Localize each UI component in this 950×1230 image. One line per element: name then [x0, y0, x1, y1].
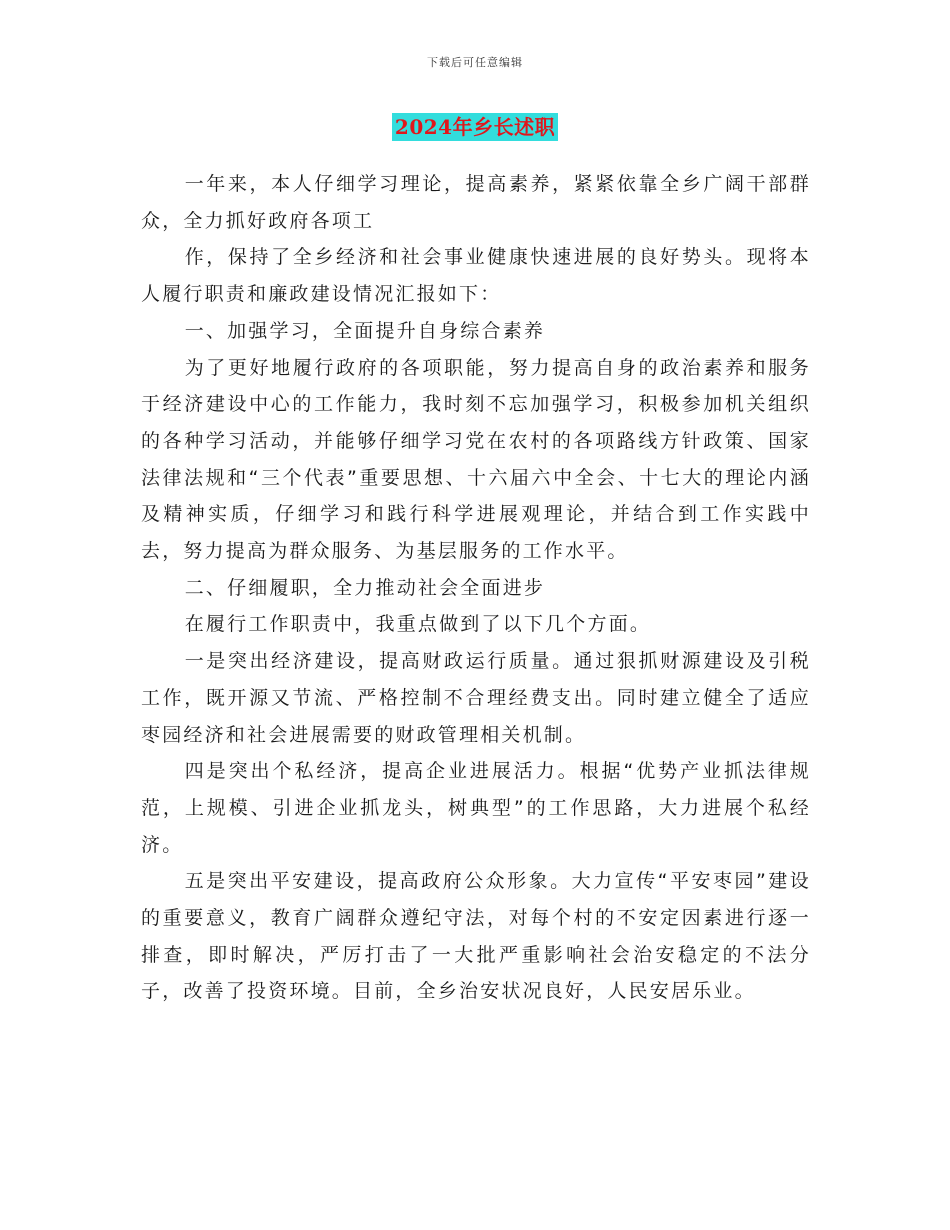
document-body: [141, 166, 811, 1010]
section-heading-2: 二、仔细履职，全力推动社会全面进步: [184, 576, 546, 599]
paragraph-study: 为了更好地履行政府的各项职能，努力提高自身的政治素养和服务于经济建设中心的工作能力，我时刻不忘加强学习，积极参加机关组织的各种学习活动，并能够仔细学习党在农村的各项路线方针政策、国家法律法规和“三个代表”重要思想、十六届六中全会、十七大的理论内涵及精神实质，仔细学习和践行科学进展观理论，并结合到工作实践中去，努力提高为群众服务、为基层服务的工作水平。: [141, 356, 811, 563]
paragraph-duties: 在履行工作职责中，我重点做到了以下几个方面。: [184, 613, 652, 636]
section-heading-1: 一、加强学习，全面提升自身综合素养: [184, 319, 546, 342]
paragraph-private-economy: 四是突出个私经济，提高企业进展活力。根据“优势产业抓法律规范，上规模、引进企业抓龙头，树典型”的工作思路，大力进展个私经济。: [141, 760, 811, 856]
header-note: 下载后可任意编辑: [427, 56, 523, 69]
document-title: 2024年乡长述职: [392, 113, 558, 141]
paragraph-economy: 一是突出经济建设，提高财政运行质量。通过狠抓财源建设及引税工作，既开源又节流、严格控制不合理经费支出。同时建立健全了适应枣园经济和社会进展需要的财政管理相关机制。: [141, 650, 811, 746]
paragraph-safety: 五是突出平安建设，提高政府公众形象。大力宣传“平安枣园”建设的重要意义，教育广阔群众遵纪守法，对每个村的不安定因素进行逐一排查，即时解决，严厉打击了一大批严重影响社会治安稳定的不法分子，改善了投资环境。目前，全乡治安状况良好，人民安居乐业。: [141, 870, 811, 1003]
paragraph-intro: 一年来，本人仔细学习理论，提高素养，紧紧依靠全乡广阔干部群众，全力抓好政府各项工: [141, 173, 811, 232]
title-container: [0, 113, 950, 141]
paragraph-intro-cont: 作，保持了全乡经济和社会事业健康快速进展的良好势头。现将本人履行职责和廉政建设情况汇报如下：: [141, 246, 811, 306]
